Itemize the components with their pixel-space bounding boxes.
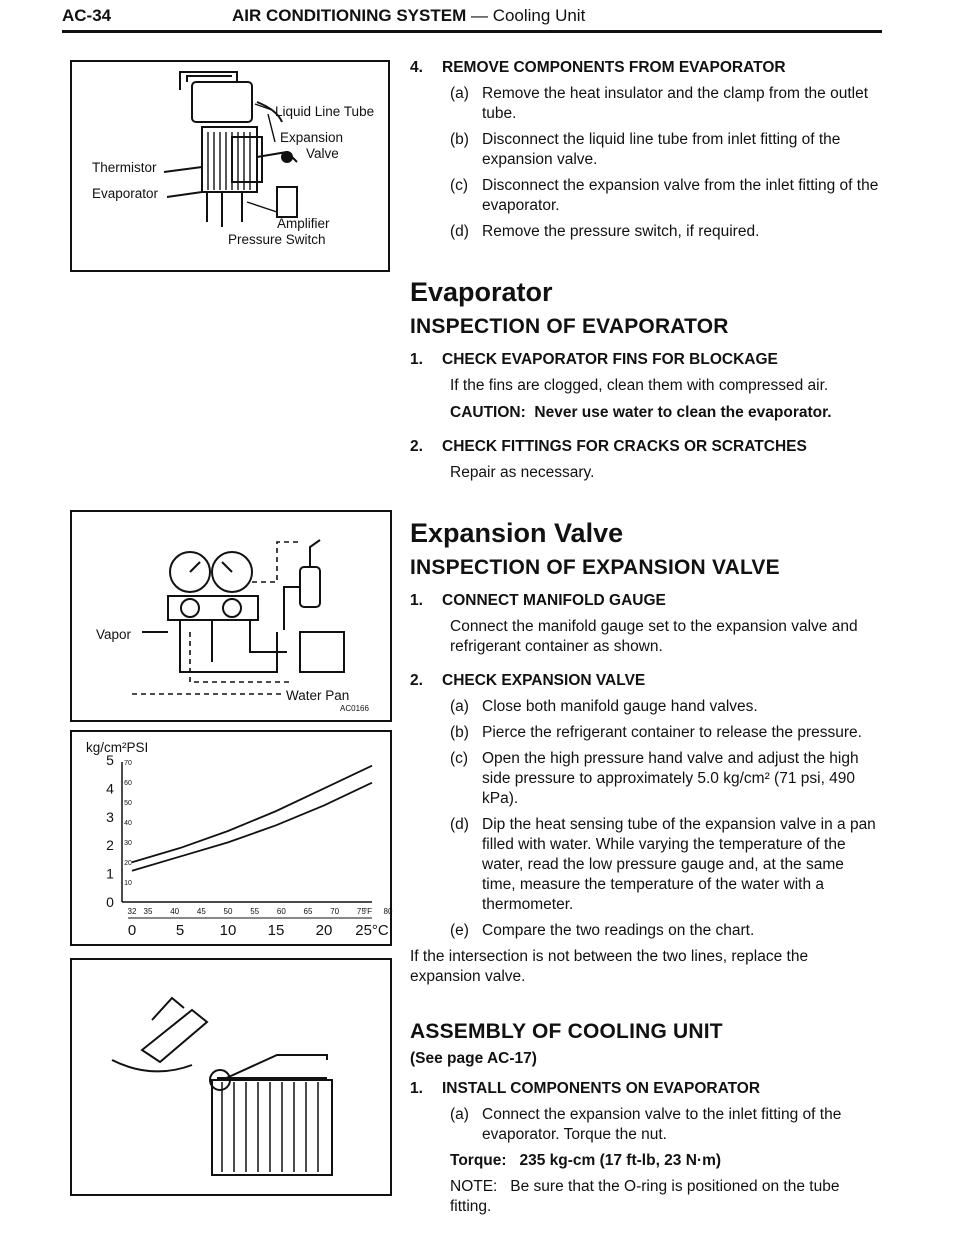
x-tick-label-f: 65 (303, 907, 313, 916)
item-text: Close both manifold gauge hand valves. (482, 698, 758, 715)
x-tick-label-c: 10 (219, 922, 237, 939)
x-tick-label-c: 0 (127, 922, 137, 939)
item-text: Open the high pressure hand valve and adjust the high side pressure to approximately 5.0 kg/cm² (71 psi, 490 kPa). (482, 750, 859, 807)
x-tick-label-f: 50 (223, 907, 233, 916)
step-check-expansion-valve (410, 671, 880, 691)
label-valve: Valve (306, 146, 339, 161)
item-letter: (a) (450, 1106, 469, 1123)
x-tick-label-f: °F (363, 907, 373, 916)
y-tick-label-kg: 4 (106, 780, 114, 797)
note-text: Be sure that the O-ring is positioned on the tube fitting. (450, 1178, 840, 1215)
step-connect-manifold (410, 591, 880, 611)
step-install-components (410, 1079, 880, 1099)
figure-code: AC0166 (340, 704, 369, 713)
step-title: CONNECT MANIFOLD GAUGE (442, 592, 666, 609)
caution-label: CAUTION: (450, 404, 526, 421)
list-item (410, 130, 880, 170)
x-tick-label-c: 25°C (355, 922, 389, 939)
figure-evaporator-components (70, 60, 390, 272)
step-title: CHECK FITTINGS FOR CRACKS OR SCRATCHES (442, 438, 807, 455)
item-letter: (b) (450, 131, 469, 148)
item-letter: (c) (450, 177, 469, 194)
step-title: CHECK EVAPORATOR FINS FOR BLOCKAGE (442, 351, 778, 368)
page-header-title (232, 6, 585, 26)
label-amplifier: Amplifier (277, 216, 330, 231)
figure-pressure-temperature-chart (70, 730, 392, 946)
list-item (410, 697, 880, 717)
item-letter: (a) (450, 698, 469, 715)
figure-torque-installation (70, 958, 392, 1196)
x-tick-label-f: 35 (143, 907, 153, 916)
step-check-fins (410, 350, 880, 370)
item-letter: (d) (450, 223, 469, 240)
caution-line (410, 403, 880, 423)
label-liquid-line-tube: Liquid Line Tube (275, 104, 375, 119)
see-page-reference: (See page AC-17) (410, 1050, 537, 1067)
list-item (410, 176, 880, 216)
item-text: Dip the heat sensing tube of the expansion valve in a pan filled with water. While varying the temperature of the water, read the low pressure gauge and, at the same time, measure the temperature of the water with a thermometer. (482, 816, 876, 913)
step-number: 1. (410, 592, 423, 609)
label-pressure-switch: Pressure Switch (228, 232, 326, 247)
y-tick-label-psi: 20 (124, 860, 132, 868)
x-tick-label-f: 32 (127, 907, 137, 916)
torque-spec (410, 1151, 880, 1171)
subheading-inspection-evaporator: INSPECTION OF EVAPORATOR (410, 315, 729, 338)
item-text: Remove the heat insulator and the clamp from the outlet tube. (482, 85, 868, 122)
item-text: Disconnect the expansion valve from the inlet fitting of the evaporator. (482, 177, 879, 214)
y-tick-label-kg: 5 (106, 752, 114, 768)
chart-ylabel: kg/cm²PSI (86, 740, 149, 755)
closing-instruction: If the intersection is not between the two lines, replace the expansion valve. (410, 948, 809, 985)
step-number: 2. (410, 672, 423, 689)
step-number: 2. (410, 438, 423, 455)
step-title: REMOVE COMPONENTS FROM EVAPORATOR (442, 59, 786, 76)
subheading-inspection-expansion-valve: INSPECTION OF EXPANSION VALVE (410, 556, 780, 579)
series-line-1 (132, 766, 372, 863)
x-tick-label-c: 15 (267, 922, 285, 939)
torque-wrench-illustration (72, 960, 390, 1194)
step-body: If the fins are clogged, clean them with compressed air. (450, 377, 829, 394)
x-tick-label-f: 45 (196, 907, 206, 916)
list-item (410, 749, 880, 809)
step-number: 4. (410, 59, 423, 76)
item-letter: (e) (450, 922, 469, 939)
list-item (410, 84, 880, 124)
label-water-pan: Water Pan (286, 688, 350, 703)
list-item (410, 815, 880, 915)
torque-value: 235 kg-cm (17 ft-lb, 23 N·m) (519, 1152, 722, 1169)
step-body: Repair as necessary. (450, 464, 595, 481)
x-tick-label-f: 60 (276, 907, 286, 916)
step-number: 1. (410, 351, 423, 368)
list-item (410, 723, 880, 743)
x-tick-label-f: 80 (383, 907, 393, 916)
y-tick-label-kg: 1 (106, 865, 114, 882)
heading-expansion-valve: Expansion Valve (410, 518, 624, 548)
note (410, 1177, 880, 1217)
list-item (410, 222, 880, 242)
item-text: Connect the expansion valve to the inlet fitting of the evaporator. Torque the nut. (482, 1106, 842, 1143)
x-tick-label-f: 55 (250, 907, 260, 916)
item-text: Pierce the refrigerant container to release the pressure. (482, 724, 862, 741)
list-item (410, 1105, 880, 1145)
caution-text: Never use water to clean the evaporator. (534, 404, 832, 421)
torque-label: Torque: (450, 1152, 507, 1169)
label-thermistor: Thermistor (92, 160, 157, 175)
chart-plot (72, 732, 393, 944)
header-title-sub: — Cooling Unit (470, 6, 586, 25)
step-check-fittings (410, 437, 880, 457)
item-text: Remove the pressure switch, if required. (482, 223, 760, 240)
y-tick-label-kg: 3 (106, 808, 114, 825)
y-tick-label-psi: 10 (124, 880, 132, 888)
item-text: Disconnect the liquid line tube from inlet fitting of the expansion valve. (482, 131, 841, 168)
x-tick-label-c: 20 (315, 922, 333, 939)
y-tick-label-kg: 0 (106, 894, 114, 910)
item-letter: (b) (450, 724, 469, 741)
heading-assembly: ASSEMBLY OF COOLING UNIT (410, 1020, 723, 1043)
item-text: Compare the two readings on the chart. (482, 922, 755, 939)
main-text-column (410, 58, 880, 1217)
series-line-2 (132, 783, 372, 871)
x-tick-label-f: 40 (170, 907, 180, 916)
header-title-main: AIR CONDITIONING SYSTEM (232, 6, 467, 25)
x-tick-label-f: 70 (330, 907, 340, 916)
x-tick-label-f: 75 (356, 907, 366, 916)
y-tick-label-psi: 60 (124, 780, 132, 788)
note-label: NOTE: (450, 1178, 498, 1195)
header-rule (62, 30, 882, 33)
heading-evaporator: Evaporator (410, 277, 553, 307)
step-remove-components (410, 58, 880, 78)
label-vapor: Vapor (96, 627, 132, 642)
y-tick-label-psi: 50 (124, 800, 132, 808)
step-number: 1. (410, 1080, 423, 1097)
list-item (410, 921, 880, 941)
y-tick-label-psi: 40 (124, 820, 132, 828)
step-title: INSTALL COMPONENTS ON EVAPORATOR (442, 1080, 761, 1097)
label-expansion: Expansion (280, 130, 344, 145)
item-letter: (a) (450, 85, 469, 102)
y-tick-label-kg: 2 (106, 837, 114, 854)
step-title: CHECK EXPANSION VALVE (442, 672, 646, 689)
label-evaporator: Evaporator (92, 186, 159, 201)
item-letter: (c) (450, 750, 469, 767)
item-letter: (d) (450, 816, 469, 833)
y-tick-label-psi: 30 (124, 840, 132, 848)
x-tick-label-c: 5 (175, 922, 185, 939)
step-body: Connect the manifold gauge set to the expansion valve and refrigerant container as shown. (450, 618, 858, 655)
y-tick-label-psi: 70 (124, 760, 132, 768)
page-code: AC-34 (62, 6, 112, 25)
figure-manifold-gauge (70, 510, 392, 722)
